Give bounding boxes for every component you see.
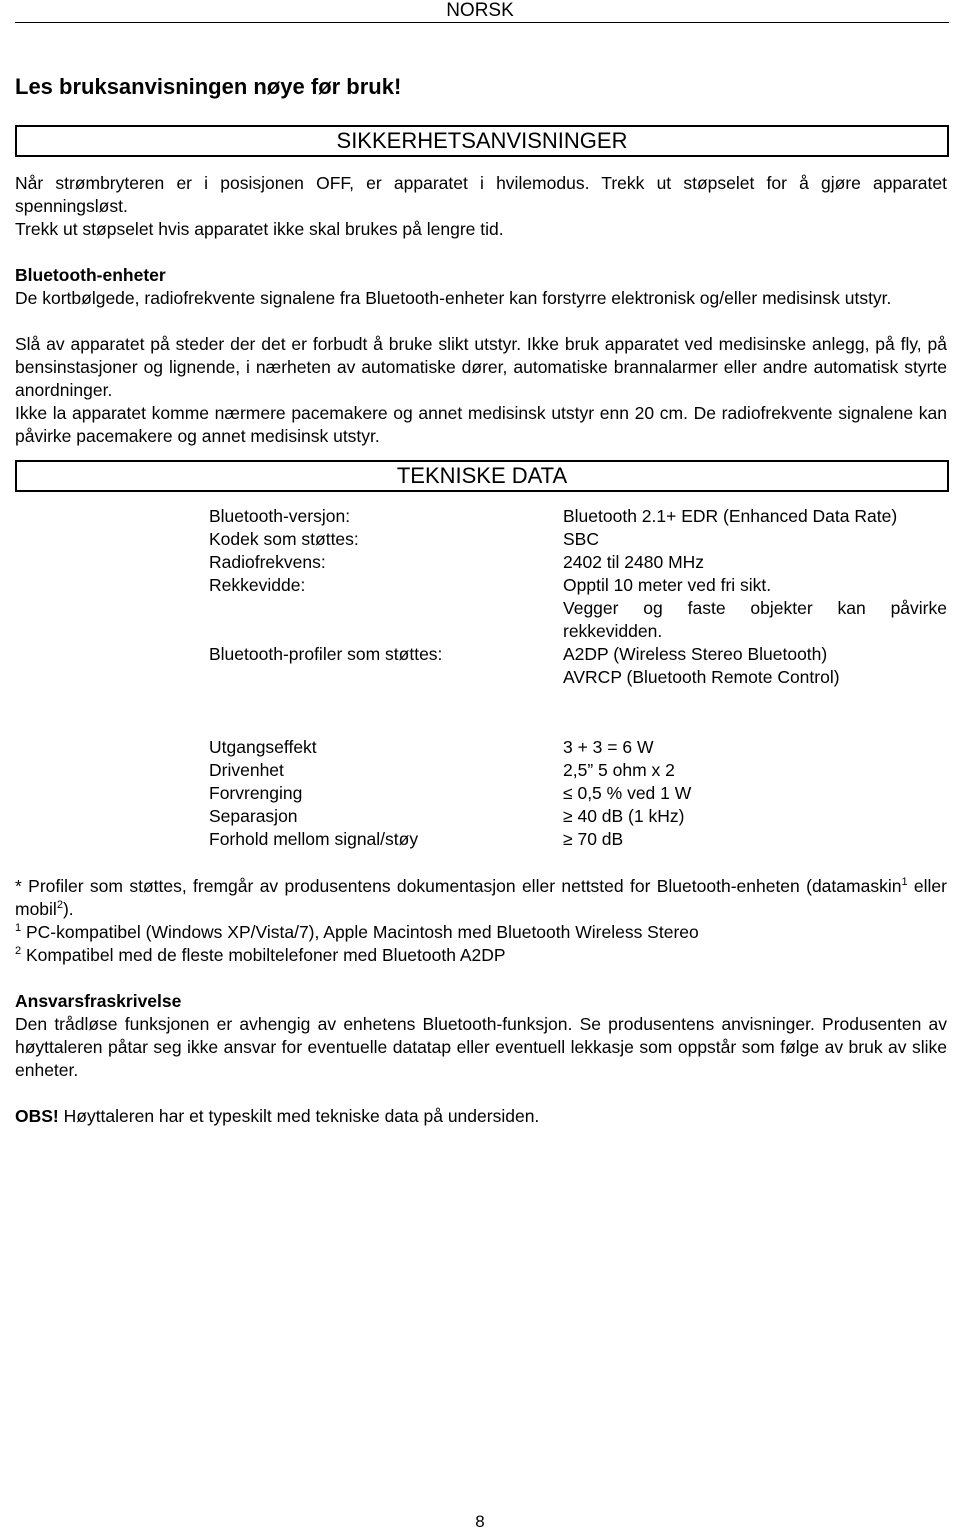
- profile-footnote-text-b: eller mobil: [15, 876, 947, 919]
- disclaimer-text: Den trådløse funksjonen er avhengig av enhetens Bluetooth-funksjon. Se produsentens anvisninger. Produsenten av høyttaleren påtar seg ikke ansvar for eventuelle datatap eller eventuell lekkasje som oppstår som følge av bruk av slike enheter.: [15, 1014, 947, 1080]
- frequency-label: Radiofrekvens:: [209, 552, 326, 572]
- range-label: Rekkevidde:: [209, 575, 306, 595]
- tech-heading: TEKNISKE DATA: [396, 463, 568, 488]
- bt-version-label: Bluetooth-versjon:: [209, 506, 351, 526]
- output-value: 3 + 3 = 6 W: [563, 737, 654, 757]
- tech-heading-box: [15, 460, 949, 492]
- driver-label: Drivenhet: [209, 760, 284, 780]
- profile-avrcp: AVRCP (Bluetooth Remote Control): [563, 667, 840, 687]
- obs-label: OBS!: [15, 1106, 59, 1126]
- profile-footnote-text-c: ).: [62, 899, 74, 919]
- obs-note: [15, 1105, 947, 1128]
- disclaimer-heading: Ansvarsfraskrivelse: [15, 991, 182, 1011]
- page-number: 8: [475, 1512, 485, 1531]
- profile-footnote-text-a: * Profiler som støttes, fremgår av produsentens dokumentasjon eller nettsted for Bluetooth-enheten (datamaskin: [15, 876, 902, 896]
- footnote-2-number: 2: [15, 945, 22, 957]
- range-note: Vegger og faste objekter kan påvirke rekkevidden.: [563, 598, 947, 641]
- bluetooth-paragraph-1: De kortbølgede, radiofrekvente signalene fra Bluetooth-enheter kan forstyrre elektronisk og/eller medisinsk utstyr.: [15, 288, 892, 308]
- distortion-label: Forvrenging: [209, 783, 303, 803]
- frequency-value: 2402 til 2480 MHz: [563, 552, 705, 572]
- distortion-value: ≤ 0,5 % ved 1 W: [563, 783, 692, 803]
- profiles-label: Bluetooth-profiler som støttes:: [209, 644, 443, 664]
- safety-line-2: Trekk ut støpselet hvis apparatet ikke skal brukes på lengre tid.: [15, 219, 504, 239]
- safety-heading-box: [15, 125, 949, 157]
- profile-a2dp: A2DP (Wireless Stereo Bluetooth): [563, 644, 828, 664]
- footnote-1: [15, 921, 947, 944]
- footnote-ref-2: 2: [56, 899, 63, 912]
- separation-value: ≥ 40 dB (1 kHz): [563, 806, 685, 826]
- driver-value: 2,5” 5 ohm x 2: [563, 760, 675, 780]
- codec-label: Kodek som støttes:: [209, 529, 359, 549]
- snr-label: Forhold mellom signal/støy: [209, 829, 419, 849]
- footnote-2: [15, 944, 947, 967]
- bluetooth-devices-heading: Bluetooth-enheter: [15, 265, 166, 285]
- snr-value: ≥ 70 dB: [563, 829, 624, 849]
- bt-version-value: Bluetooth 2.1+ EDR (Enhanced Data Rate): [563, 506, 898, 526]
- footnote-2-text: Kompatibel med de fleste mobiltelefoner med Bluetooth A2DP: [21, 945, 506, 965]
- safety-heading: SIKKERHETSANVISNINGER: [336, 128, 628, 153]
- warning-title: Les bruksanvisningen nøye før bruk!: [15, 74, 402, 99]
- header-divider: [15, 22, 949, 23]
- footnote-1-number: 1: [15, 922, 22, 934]
- codec-value: SBC: [563, 529, 599, 549]
- range-value: Opptil 10 meter ved fri sikt.: [563, 575, 772, 595]
- header-language: NORSK: [446, 0, 514, 21]
- output-label: Utgangseffekt: [209, 737, 317, 757]
- obs-text: Høyttaleren har et typeskilt med tekniske data på undersiden.: [58, 1106, 540, 1126]
- footnote-ref-1: 1: [901, 876, 908, 889]
- bluetooth-paragraph-2: Slå av apparatet på steder der det er forbudt å bruke slikt utstyr. Ikke bruk apparatet ved medisinske anlegg, på fly, på bensinstasjoner og lignende, i nærheten av automatiske dører, automatiske brannalarmer eller andre automatisk styrte anordninger.: [15, 334, 947, 400]
- separation-label: Separasjon: [209, 806, 298, 826]
- footnote-1-text: PC-kompatibel (Windows XP/Vista/7), Apple Macintosh med Bluetooth Wireless Stereo: [21, 922, 699, 942]
- profile-footnote: [15, 875, 947, 921]
- bluetooth-paragraph-3: Ikke la apparatet komme nærmere pacemakere og annet medisinsk utstyr enn 20 cm. De radiofrekvente signalene kan påvirke pacemakere og annet medisinsk utstyr.: [15, 403, 947, 446]
- safety-line-1: Når strømbryteren er i posisjonen OFF, er apparatet i hvilemodus. Trekk ut støpselet for å gjøre apparatet spenningsløst.: [15, 173, 947, 216]
